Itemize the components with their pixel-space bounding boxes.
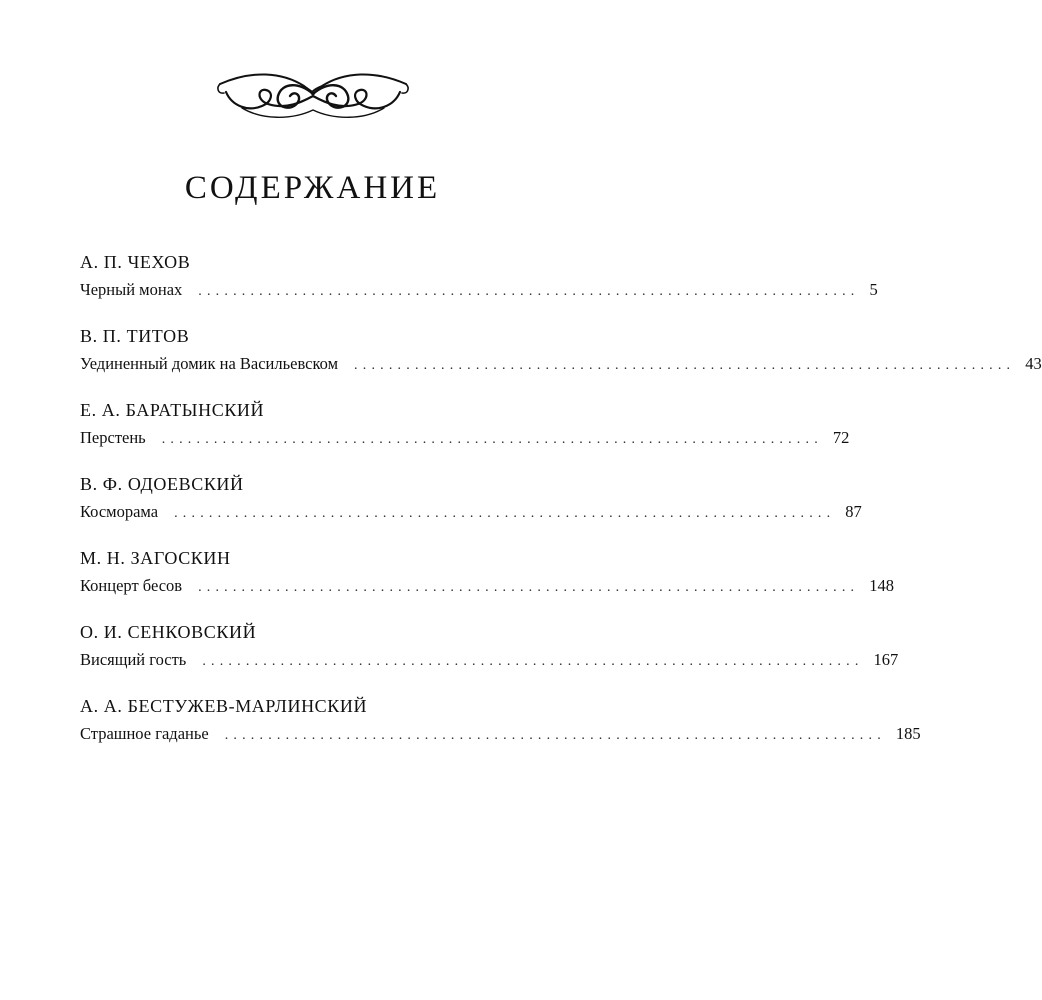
toc-entry[interactable] [80, 721, 921, 747]
toc-entry[interactable] [80, 277, 878, 303]
toc-entry[interactable] [80, 425, 850, 451]
dot-leader: ............................................................................ [161, 432, 823, 447]
dot-leader: ............................................................................ [224, 728, 886, 743]
page-title: СОДЕРЖАНИЕ [184, 170, 441, 206]
toc-section [80, 543, 895, 617]
toc-author: А. А. БЕСТУЖЕВ-МАРЛИНСКИЙ [80, 696, 368, 716]
toc-page-number: 87 [845, 502, 862, 521]
toc-entry-title: Концерт бесов [80, 576, 183, 595]
dot-leader: ............................................................................ [198, 580, 860, 595]
toc-author: В. П. ТИТОВ [80, 326, 190, 346]
toc-entry-title: Уединенный домик на Васильевском [80, 354, 339, 373]
toc-entry-title: Висящий гость [80, 650, 187, 669]
table-of-contents [80, 247, 1042, 765]
toc-page-number: 43 [1025, 354, 1042, 373]
toc-section [80, 395, 850, 469]
toc-section [80, 247, 878, 321]
toc-entry-title: Черный монах [80, 280, 183, 299]
dot-leader: ............................................................................ [198, 284, 860, 299]
flourish-ornament-icon [212, 62, 414, 126]
toc-entry-title: Косморама [80, 502, 159, 521]
toc-entry[interactable] [80, 573, 895, 599]
toc-section [80, 321, 1042, 395]
toc-author: О. И. СЕНКОВСКИЙ [80, 622, 257, 642]
toc-page-number: 185 [895, 724, 921, 743]
toc-entry[interactable] [80, 499, 862, 525]
toc-page-number: 72 [832, 428, 850, 447]
toc-page-number: 5 [869, 280, 878, 299]
toc-author: Е. А. БАРАТЫНСКИЙ [80, 400, 265, 420]
toc-section [80, 469, 862, 543]
toc-page-number: 167 [873, 650, 899, 669]
toc-section [80, 691, 921, 765]
toc-author: В. Ф. ОДОЕВСКИЙ [80, 474, 244, 494]
toc-entry-title: Перстень [80, 428, 146, 447]
toc-entry-title: Страшное гаданье [80, 724, 209, 743]
toc-author: М. Н. ЗАГОСКИН [80, 548, 231, 568]
toc-page-number: 148 [869, 576, 895, 595]
dot-leader: ............................................................................ [174, 506, 836, 521]
toc-author: А. П. ЧЕХОВ [80, 252, 191, 272]
dot-leader: ............................................................................ [354, 358, 1016, 373]
toc-entry[interactable] [80, 647, 899, 673]
toc-entry[interactable] [80, 351, 1042, 377]
dot-leader: ............................................................................ [202, 654, 864, 669]
toc-section [80, 617, 899, 691]
